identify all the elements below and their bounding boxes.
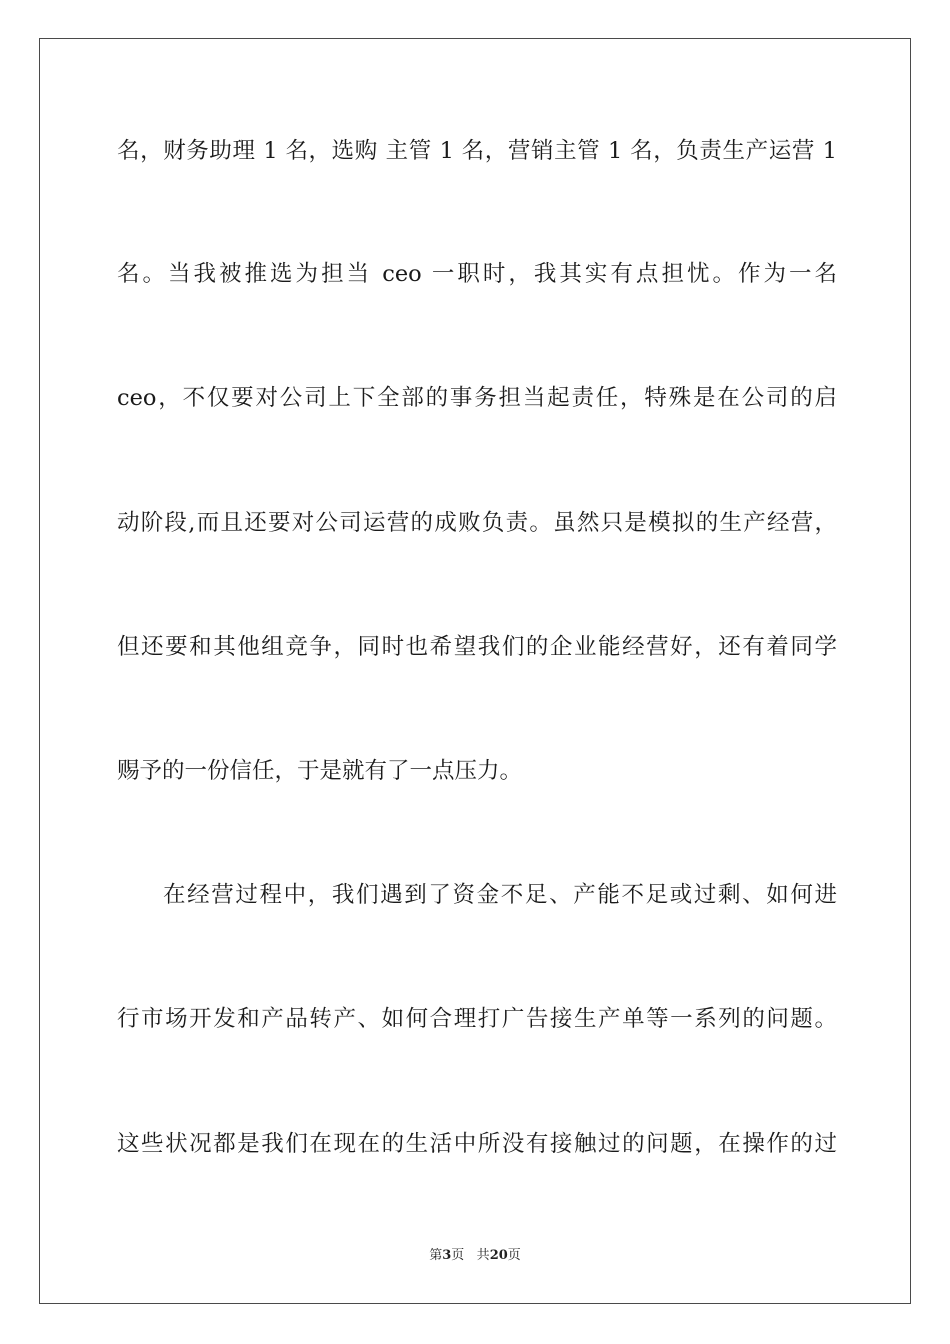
text-line: 动阶段,而且还要对公司运营的成败负责。虽然只是模拟的生产经营， [117, 510, 837, 536]
text-line: 但还要和其他组竞争，同时也希望我们的企业能经营好，还有着同学 [117, 634, 837, 660]
paragraph-first-line: 在经营过程中，我们遇到了资金不足、产能不足或过剩、如何进 [163, 882, 837, 908]
page-label-suffix: 页 [451, 1248, 465, 1263]
page-number: 3 [442, 1248, 452, 1263]
page-label-prefix: 第 [429, 1248, 443, 1263]
text-line: 这些状况都是我们在现在的生活中所没有接触过的问题，在操作的过 [117, 1131, 837, 1157]
text-line: 赐予的一份信任，于是就有了一点压力。 [117, 758, 523, 784]
text-line: ceo，不仅要对公司上下全部的事务担当起责任，特殊是在公司的启 [117, 385, 837, 411]
page-border [39, 38, 911, 1304]
text-line: 名，财务助理 1 名，选购 主管 1 名，营销主管 1 名，负责生产运营 1 [117, 138, 837, 164]
text-line: 名。当我被推选为担当 ceo 一职时，我其实有点担忧。作为一名 [117, 261, 837, 287]
total-label-suffix: 页 [507, 1248, 521, 1263]
total-pages: 20 [489, 1248, 508, 1263]
page-footer [0, 1247, 950, 1265]
total-label-prefix: 共 [476, 1248, 490, 1263]
text-line: 行市场开发和产品转产、如何合理打广告接生产单等一系列的问题。 [117, 1006, 837, 1032]
